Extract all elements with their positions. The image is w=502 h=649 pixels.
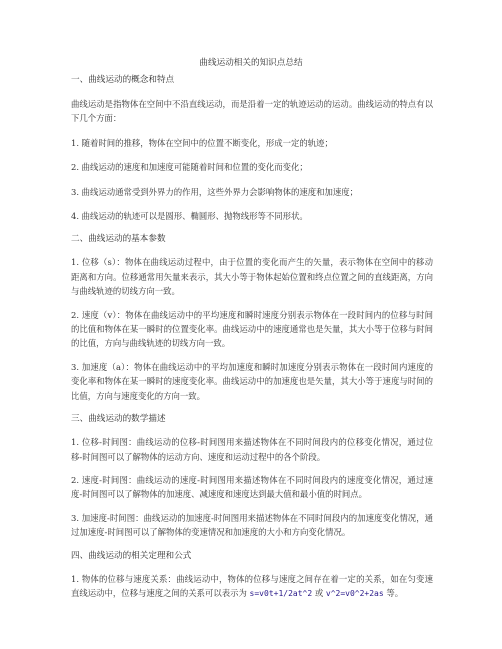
section-heading: 一、曲线运动的概念和特点 xyxy=(71,75,175,85)
formula-displacement: s=v0t+1/2at^2 xyxy=(249,588,313,598)
list-item: 1. 位移（s）：物体在曲线运动过程中，由于位置的变化而产生的矢量，表示物体在空间中的移动距离和方向。位移通常用矢量来表示，其大小等于物体起始位置和终点位置之间的直线距离，方向与曲线轨迹的切线方向一致。 xyxy=(71,257,433,297)
tail-text: 等。 xyxy=(383,587,404,598)
list-item: 1. 随着时间的推移，物体在空间中的位置不断变化，形成一定的轨迹； xyxy=(71,137,333,148)
list-item: 4. 曲线运动的轨迹可以是圆形、椭圆形、抛物线形等不同形状。 xyxy=(71,211,308,222)
connector-text: 或 xyxy=(312,587,326,598)
section-theorems xyxy=(71,550,433,602)
list-item: 2. 速度（v）：物体在曲线运动中的平均速度和瞬时速度分别表示物体在一段时间内的位移与时间的比值和物体在某一瞬时的位置变化率。曲线运动中的速度通常也是矢量，其大小等于位移与时间的比值，方向与曲线轨迹的切线方向一致。 xyxy=(71,309,433,349)
section-heading: 二、曲线运动的基本参数 xyxy=(71,234,166,245)
section-concept xyxy=(71,74,433,223)
item-text: 1. 物体的位移与速度关系：曲线运动中，物体的位移与速度之间存在着一定的关系，如在匀变速直线运动中，位移与速度之间的关系可以表示为 xyxy=(71,573,433,598)
list-item: 3. 加速度（a）：物体在曲线运动中的平均加速度和瞬时加速度分别表示物体在一段时间内速度的变化率和物体在某一瞬时的速度变化率。曲线运动中的加速度也是矢量，其大小等于速度与时间的比值，方向与速度变化的方向一致。 xyxy=(71,361,433,401)
document-title: 曲线运动相关的知识点总结 xyxy=(199,58,303,68)
section-math-description xyxy=(71,413,433,539)
paragraph: 曲线运动是指物体在空间中不沿直线运动，而是沿着一定的轨迹运动的运动。曲线运动的特点有以下几个方面： xyxy=(71,99,433,124)
section-parameters xyxy=(71,233,433,403)
list-item: 3. 曲线运动通常受到外界力的作用，这些外界力会影响物体的速度和加速度； xyxy=(71,186,359,197)
list-item: 2. 曲线运动的速度和加速度可能随着时间和位置的变化而变化； xyxy=(71,162,308,173)
list-item: 1. 位移-时间图：曲线运动的位移-时间图用来描述物体在不同时间段内的位移变化情况，通过位移-时间图可以了解物体的运动方向、速度和运动过程中的各个阶段。 xyxy=(71,437,433,462)
list-item: 3. 加速度-时间图：曲线运动的加速度-时间图用来描述物体在不同时间段内的加速度变化情况，通过加速度-时间图可以了解物体的变速情况和加速度的大小和方向变化情况。 xyxy=(71,512,433,538)
list-item: 2. 速度-时间图：曲线运动的速度-时间图用来描述物体在不同时间段内的速度变化情况，通过速度-时间图可以了解物体的加速度、减速度和速度达到最大值和最小值的时间点。 xyxy=(71,474,433,500)
section-heading: 三、曲线运动的数学描述 xyxy=(71,414,166,425)
formula-velocity: v^2=v0^2+2as xyxy=(325,588,384,598)
section-heading: 四、曲线运动的相关定理和公式 xyxy=(71,550,192,561)
list-item xyxy=(71,572,433,602)
document-body xyxy=(71,70,433,601)
